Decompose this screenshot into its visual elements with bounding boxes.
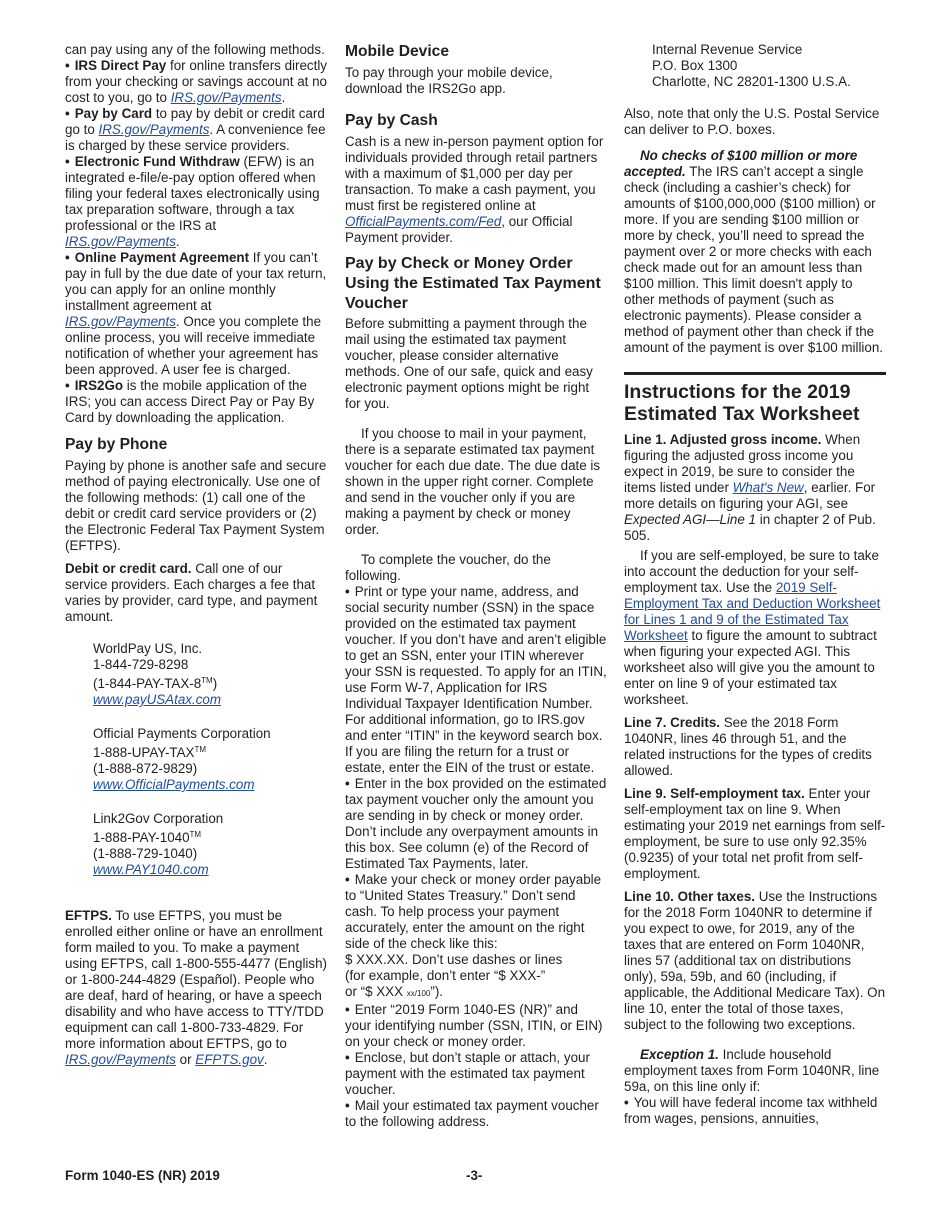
instructions-heading: Instructions for the 2019 Estimated Tax Worksheet (624, 381, 860, 425)
pay-by-check-heading: Pay by Check or Money Order Using the Estimated Tax Payment Voucher (345, 255, 601, 312)
voucher-bullet-1: • Print or type your name, address, and social security number (SSN) in the space provided on the estimated tax payment voucher. If you don’t have and aren’t eligible to get an SSN, enter your ITIN wherever your SSN is requested. To apply for an ITIN, use Form W-7, Application for IRS Individual Taxpayer Identification Number. For additional information, go to IRS.gov and enter “ITIN” in the keyword search box. If you are filing the return for a trust or estate, enter the EIN of the trust or estate. (345, 584, 607, 775)
check-para-1: Before submitting a payment through the mail using the estimated tax payment voucher, please consider alternative methods. One of our safe, quick and easy electronic payment options might be right for you. (345, 316, 593, 411)
column-left (65, 42, 327, 1068)
irs-payments-link[interactable]: IRS.gov/Payments (65, 314, 176, 329)
check-para-2: If you choose to mail in your payment, there is a separate estimated tax payment voucher for each due date. The due date is shown in the upper right corner. Complete and send in the voucher only if you are making a payment by check or money order. (345, 426, 601, 537)
voucher-bullet-5: • Enclose, but don’t staple or attach, your payment with the estimated tax payment voucher. (345, 1050, 590, 1097)
postal-note: Also, note that only the U.S. Postal Service can deliver to P.O. boxes. (624, 106, 880, 137)
intro-text: can pay using any of the following methods. (65, 42, 325, 57)
check-para-3: To complete the voucher, do the following. (345, 552, 551, 583)
whats-new-link[interactable]: What's New (732, 480, 804, 495)
bullet-efw: • Electronic Fund Withdraw (EFW) is an integrated e-file/e-pay option offered when filing your federal taxes electronically using tax preparation software, through a tax professional or the IRS at IRS.gov/Payments. (65, 154, 320, 249)
bullet-direct-pay: • IRS Direct Pay for online transfers directly from your checking or savings account at no cost to you, go to IRS.gov/Payments. (65, 58, 328, 105)
voucher-bullet-6: • Mail your estimated tax payment voucher to the following address. (345, 1098, 599, 1129)
eftps-link[interactable]: EFPTS.gov (195, 1052, 264, 1067)
line1-para: Line 1. Adjusted gross income. When figuring the adjusted gross income you expect in 2019, be sure to consider the items listed under What's New, earlier. For more details on figuring your AGI, see Expected AGI—Line 1 in chapter 2 of Pub. 505. (624, 432, 876, 543)
footer-form-name: Form 1040-ES (NR) 2019 (65, 1168, 220, 1183)
irs-payments-link[interactable]: IRS.gov/Payments (170, 90, 282, 105)
eftps-para: EFTPS. To use EFTPS, you must be enrolled either online or have an enrollment form mailed to you. To make a payment using EFTPS, call 1-800-555-4477 (English) or 1-800-244-4829 (Español). People who are deaf, hard of hearing, or have a speech disability and who have access to TTY/TDD equipment can call 1-800-733-4829. For more information about EFTPS, go to IRS.gov/Payments or EFPTS.gov. (65, 908, 327, 1067)
provider-link2gov: Link2Gov Corporation 1-888-PAY-1040™ (1-888-729-1040) www.PAY1040.com (93, 811, 224, 877)
pay-by-phone-heading: Pay by Phone (65, 436, 168, 453)
line9-para: Line 9. Self-employment tax. Enter your self-employment tax on line 9. When estimating your 2019 net earnings from self-employment, be sure to use only 92.35% (0.9235) of your total net profit from self-employment. (624, 786, 886, 881)
mobile-device-para: To pay through your mobile device, download the IRS2Go app. (345, 65, 553, 96)
footer-page-number: -3- (466, 1168, 483, 1183)
exception1-bullet: • You will have federal income tax withheld from wages, pensions, annuities, (624, 1095, 878, 1126)
column-right (624, 42, 886, 1127)
provider-worldpay: WorldPay US, Inc. 1-844-729-8298 (1-844-PAY-TAX-8™) www.payUSAtax.com (93, 641, 221, 707)
irs-payments-link[interactable]: IRS.gov/Payments (65, 1052, 176, 1067)
voucher-bullet-3: • Make your check or money order payable to “United States Treasury.” Don’t send cash. To help process your payment accurately, enter the amount on the right side of the check like this: $ XXX.XX. Don’t use dashes or lines (for example, don’t enter “$ XXX-” or “$ XXX xx/100”). (345, 872, 602, 999)
voucher-bullet-2: • Enter in the box provided on the estimated tax payment voucher only the amount you are sending in by check or money order. Don’t include any overpayment amounts in this box. See column (e) of the Record of Estimated Tax Payments, later. (345, 776, 607, 871)
no-checks-para: No checks of $100 million or more accepted. The IRS can’t accept a single check (including a cashier’s check) for amounts of $100,000,000 ($100 million) or more. If you are sending $100 million or more by check, you’ll need to spread the payment over 2 or more checks with each check made out for an amount less than $100 million. This limit doesn't apply to other methods of payment (such as electronic payments). Please consider a method of payment other than check if the amount of the payment is over $100 million. (624, 148, 884, 355)
pay-by-phone-para: Paying by phone is another safe and secure method of paying electronically. Use one of the following methods: (1) call one of the debit or credit card service providers or (2) the Electronic Federal Tax Payment System (EFTPS). (65, 458, 327, 553)
debit-credit-para: Debit or credit card. Call one of our service providers. Each charges a fee that varies by provider, card type, and payment amount. (65, 561, 318, 624)
bullet-irs2go: • IRS2Go is the mobile application of the IRS; you can access Direct Pay or Pay By Card by downloading the application. (65, 378, 315, 425)
line7-para: Line 7. Credits. See the 2018 Form 1040NR, lines 46 through 51, and the related instructions for the types of credits allowed. (624, 715, 872, 778)
pay-by-cash-para: Cash is a new in-person payment option for individuals provided through retail partners with a maximum of $1,000 per day per transaction. To make a cash payment, you must first be registered online at OfficialPayments.com/Fed, our Official Payment provider. (345, 134, 604, 245)
payusatax-link[interactable]: www.payUSAtax.com (93, 692, 221, 707)
voucher-bullet-4: • Enter “2019 Form 1040-ES (NR)” and your identifying number (SSN, ITIN, or EIN) on your check or money order. (345, 1002, 603, 1049)
instructions-section (624, 372, 886, 1127)
irs-payments-link[interactable]: IRS.gov/Payments (65, 234, 176, 249)
mailing-address: Internal Revenue Service P.O. Box 1300 Charlotte, NC 28201-1300 U.S.A. (652, 42, 851, 89)
officialpayments-fed-link[interactable]: OfficialPayments.com/Fed (345, 214, 502, 229)
bullet-online-payment-agreement: • Online Payment Agreement If you can’t pay in full by the due date of your tax return, you can apply for an online monthly installment agreement at IRS.gov/Payments. Once you complete the online process, you will receive immediate notification of whether your agreement has been approved. A user fee is charged. (65, 250, 327, 377)
column-middle (345, 42, 607, 1130)
officialpayments-link[interactable]: www.OfficialPayments.com (93, 777, 255, 792)
pay1040-link[interactable]: www.PAY1040.com (93, 862, 209, 877)
irs-payments-link[interactable]: IRS.gov/Payments (98, 122, 210, 137)
se-worksheet-link[interactable]: 2019 Self-Employment Tax and Deduction Worksheet for Lines 1 and 9 of the Estimated Tax Worksheet (624, 580, 881, 643)
provider-official-payments: Official Payments Corporation 1-888-UPAY-TAX™ (1-888-872-9829) www.OfficialPayments.com (93, 726, 271, 792)
bullet-pay-by-card: • Pay by Card to pay by debit or credit card go to IRS.gov/Payments. A convenience fee is charged by these service providers. (65, 106, 326, 153)
pay-by-cash-heading: Pay by Cash (345, 112, 438, 129)
mobile-device-heading: Mobile Device (345, 43, 449, 60)
line10-para: Line 10. Other taxes. Use the Instructions for the 2018 Form 1040NR to determine if you expect to owe, for 2019, any of the taxes that are entered on Form 1040NR, lines 57 (additional tax on distributions only), 59a, 59b, and 60 (including, if applicable, the Additional Medicare Tax). On line 10, enter the total of those taxes, subject to the following two exceptions. (624, 889, 886, 1032)
self-employed-para: If you are self-employed, be sure to take into account the deduction for your self-employment tax. Use the 2019 Self-Employment Tax and Deduction Worksheet for Lines 1 and 9 of the Estimated Tax Worksheet to figure the amount to subtract when figuring your expected AGI. This worksheet also will give you the amount to enter on line 9 of your estimated tax worksheet. (624, 548, 881, 707)
exception1-para: Exception 1. Include household employment taxes from Form 1040NR, line 59a, on this line only if: (624, 1047, 880, 1094)
